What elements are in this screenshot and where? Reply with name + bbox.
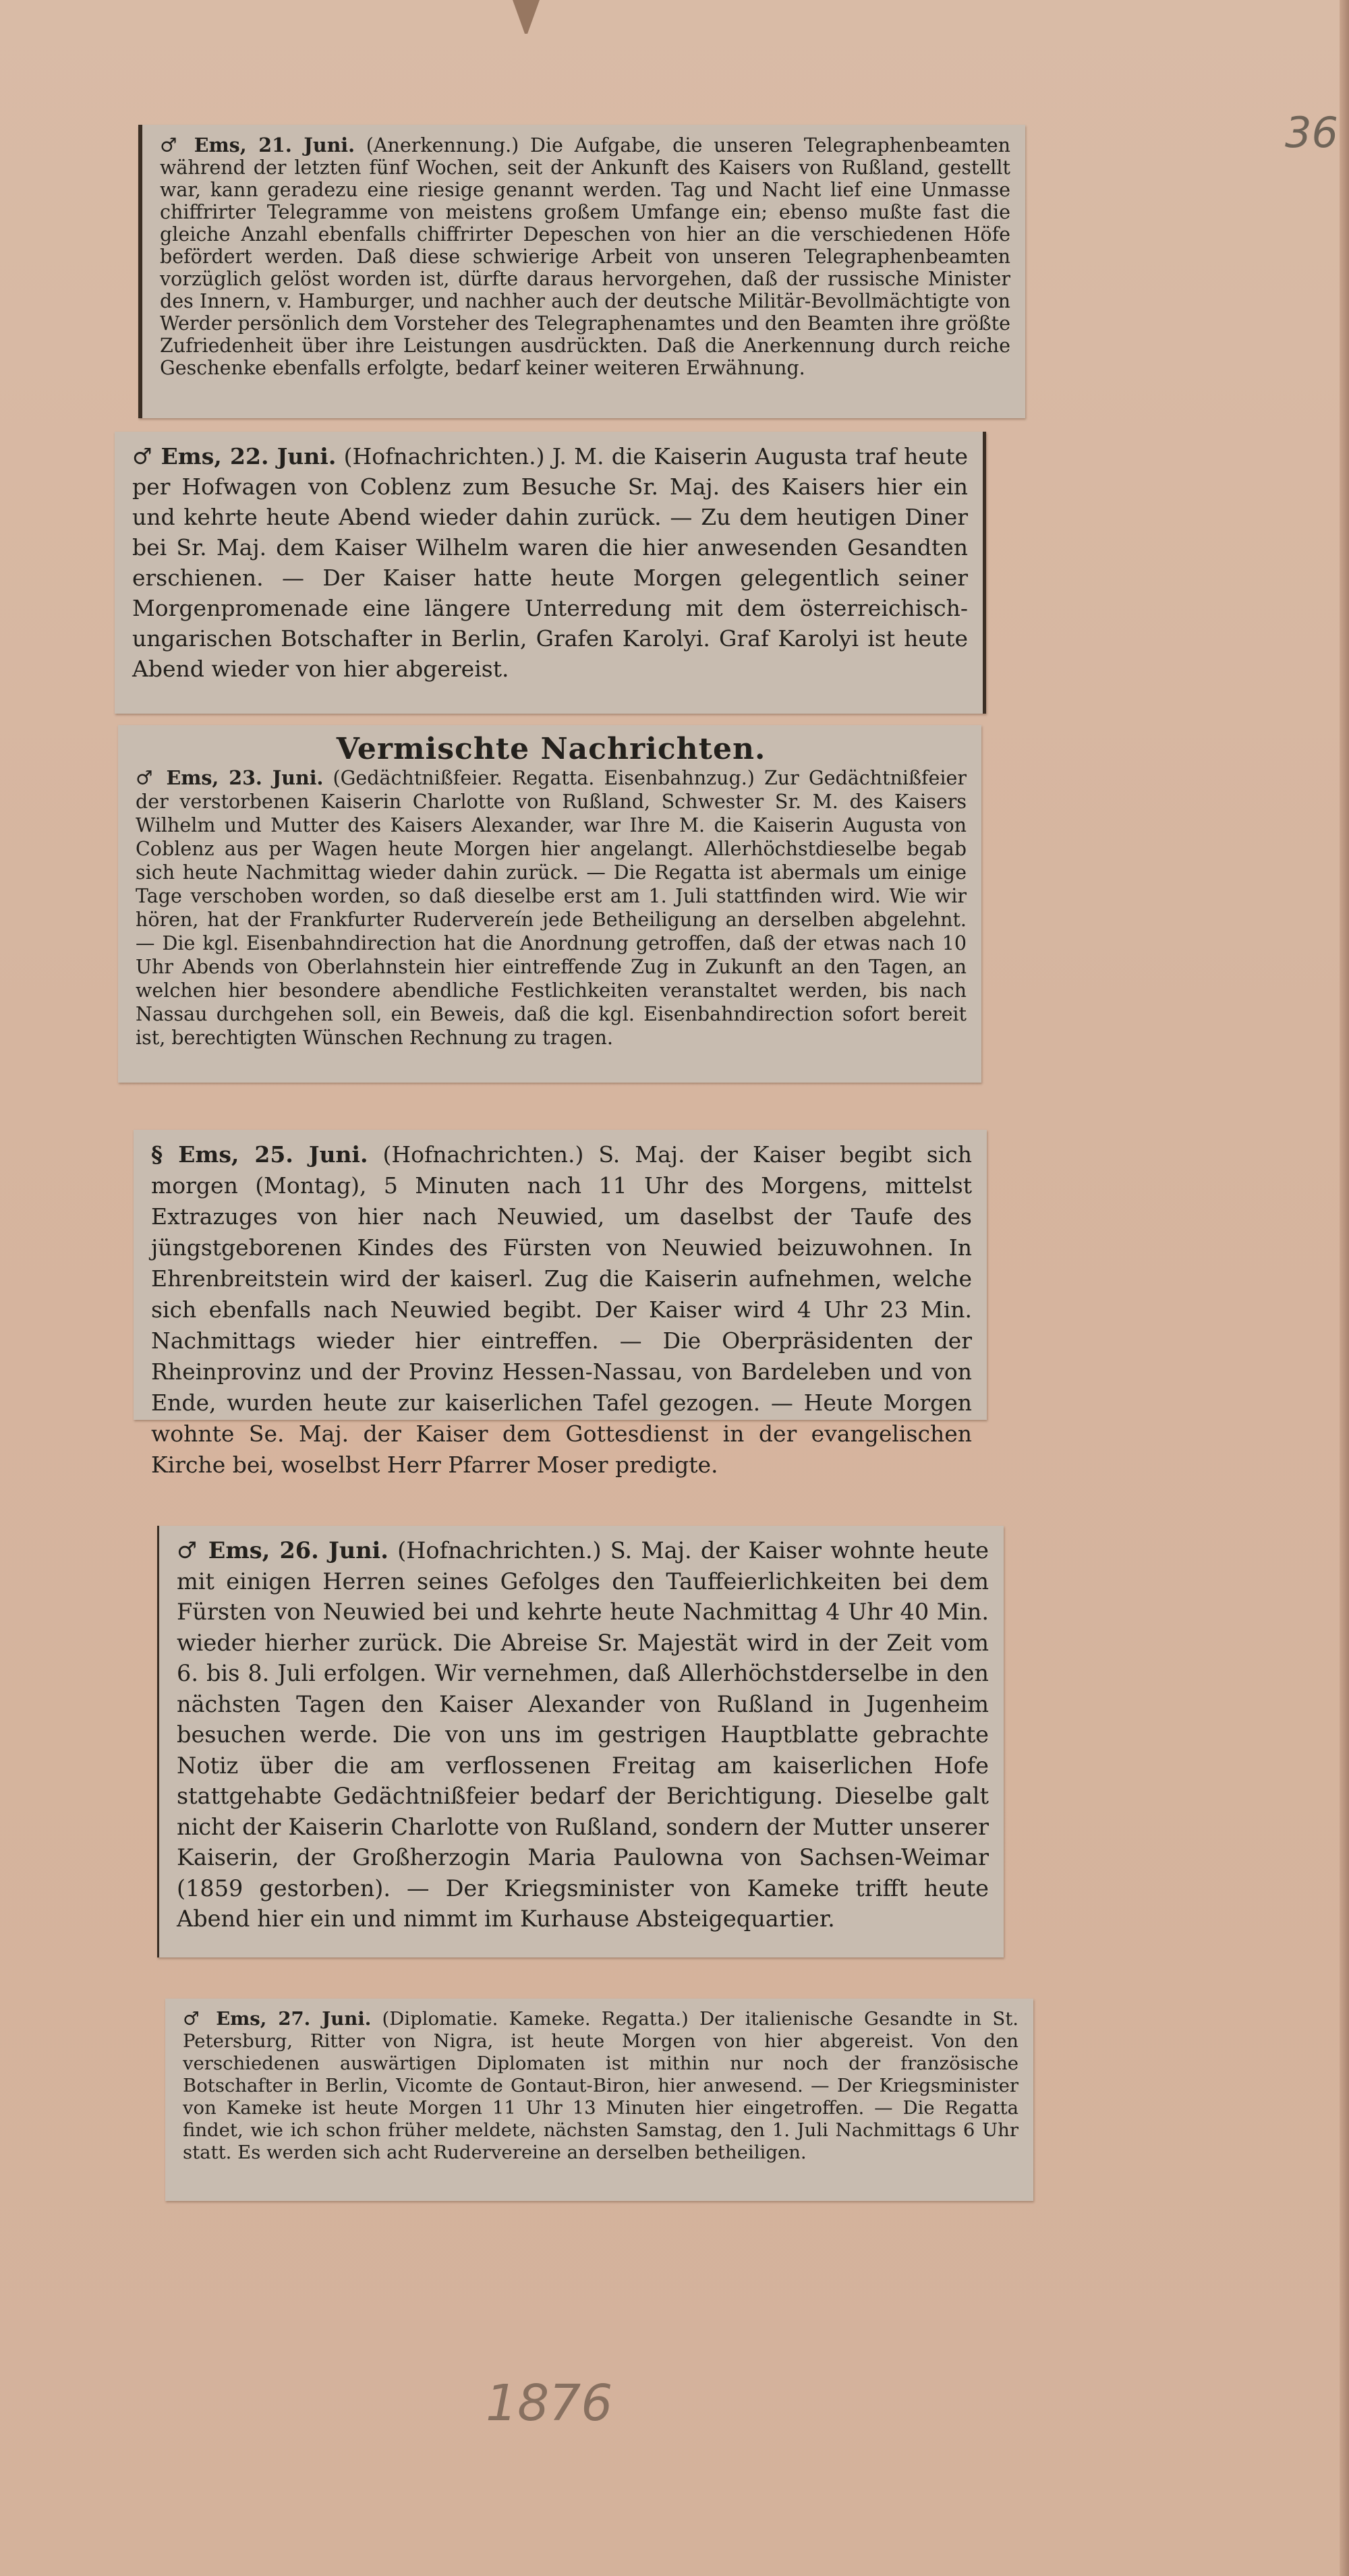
page-number: 36 <box>1285 108 1338 157</box>
clipping-3 <box>118 725 981 1083</box>
clipping-dateline: ♂ Ems, 27. Juni. <box>183 2008 372 2030</box>
clipping-2 <box>115 432 986 714</box>
clipping-4 <box>134 1130 987 1478</box>
clipping-text <box>177 1535 989 1935</box>
clipping-body: (Hofnachrichten.) S. Maj. der Kaiser begibt sich morgen (Montag), 5 Minuten nach 11 Uhr des Morgens, mittelst Extrazuges von hier nach Neuwied, um daselbst der Taufe des jüngstgeborenen Kindes des Fürsten von Neuwied beizuwohnen. In Ehrenbreitstein wird der kaiserl. Zug die Kaiserin aufnehmen, welche sich ebenfalls nach Neuwied begibt. Der Kaiser wird 4 Uhr 23 Min. Nachmittags wieder hier eintreffen. — Die Oberpräsidenten der Rheinprovinz und der Provinz Hessen-Nassau, von Bardeleben und von Ende, wurden heute zur kaiserlichen Tafel gezogen. — Heute Morgen wohnte Se. Maj. der Kaiser dem Gottesdienst in der evangelischen Kirche bei, woselbst Herr Pfarrer Moser predigte. <box>151 1141 972 1478</box>
handwritten-year: 1876 <box>486 2374 613 2432</box>
clipping-body: (Anerkennung.) Die Aufgabe, die unseren Telegraphenbeamten während der letzten fünf Wochen, seit der Ankunft des Kaisers von Rußland, gestellt war, kann geradezu eine riesige genannt werden. Tag und Nacht lief eine Unmasse chiffrirter Telegramme von meistens großem Umfange ein; ebenso mußte fast die gleiche Anzahl ebenfalls chiffrirter Depeschen von hier an die verschiedenen Höfe befördert werden. Daß diese schwierige Arbeit von unseren Telegraphenbeamten vorzüglich gelöst worden ist, dürfte daraus hervorgehen, daß der russische Minister des Innern, v. Hamburger, und nachher auch der deutsche Militär-Bevollmächtigte von Werder persönlich dem Vorsteher des Telegraphenamtes und den Beamten ihre größte Zufriedenheit über ihre Leistungen ausdrückten. Daß die Anerkennung durch reiche Geschenke ebenfalls erfolgte, bedarf keiner weiteren Erwähnung. <box>160 134 1011 379</box>
clipping-body: (Gedächtnißfeier. Regatta. Eisenbahnzug.) Zur Gedächtnißfeier der verstorbenen Kaiserin Charlotte von Rußland, Schwester Sr. M. des Kaisers Wilhelm und Mutter des Kaisers Alexander, war Ihre M. die Kaiserin Augusta von Coblenz aus per Wagen heute Morgen hier angelangt. Allerhöchstdieselbe begab sich heute Nachmittag wieder dahin zurück. — Die Regatta ist abermals um einige Tage verschoben worden, so daß dieselbe erst am 1. Juli stattfinden wird. Wie wir hören, hat der Frankfurter Rudervereín jede Betheiligung an derselben abgelehnt. — Die kgl. Eisenbahndirection hat die Anordnung getroffen, daß der etwas nach 10 Uhr Abends von Oberlahnstein hier eintreffende Zug in Zukunft an den Tagen, an welchen hier besondere abendliche Festlichkeiten veranstaltet werden, bis nach Nassau durchgehen soll, ein Beweis, daß die kgl. Eisenbahndirection sofort bereit ist, berechtigten Wünschen Rechnung zu tragen. <box>136 767 967 1049</box>
page-edge <box>1340 0 1349 2576</box>
clipping-text <box>151 1139 972 1481</box>
clipping-dateline: ♂ Ems, 23. Juni. <box>136 766 324 789</box>
clipping-1 <box>138 125 1025 418</box>
clipping-heading: Vermischte Nachrichten. <box>336 732 766 766</box>
clipping-6 <box>165 1999 1033 2201</box>
clipping-5 <box>157 1526 1004 1957</box>
clipping-text <box>183 2008 1018 2164</box>
clipping-body: (Diplomatie. Kameke. Regatta.) Der italienische Gesandte in St. Petersburg, Ritter von Nigra, ist heute Morgen von hier abgereist. Von den verschiedenen auswärtigen Diplomaten ist mithin nur noch der französische Botschafter in Berlin, Vicomte de Gontaut-Biron, hier anwesend. — Der Kriegsminister von Kameke ist heute Morgen 11 Uhr 13 Minuten hier eingetroffen. — Die Regatta findet, wie ich schon früher meldete, nächsten Samstag, den 1. Juli Nachmittags 6 Uhr statt. Es werden sich acht Rudervereine an derselben betheiligen. <box>183 2008 1018 2163</box>
clipping-dateline: ♂ Ems, 21. Juni. <box>160 134 355 156</box>
clipping-dateline: ♂ Ems, 22. Juni. <box>132 443 337 469</box>
clipping-text <box>132 441 968 684</box>
clipping-text <box>160 134 1010 379</box>
clipping-dateline: § Ems, 25. Juni. <box>151 1141 368 1168</box>
clipping-text <box>136 766 967 1050</box>
clipping-dateline: ♂ Ems, 26. Juni. <box>177 1537 389 1564</box>
clipping-body: (Hofnachrichten.) J. M. die Kaiserin Augusta traf heute per Hofwagen von Coblenz zum Besuche Sr. Maj. des Kaisers hier ein und kehrte heute Abend wieder dahin zurück. — Zu dem heutigen Diner bei Sr. Maj. dem Kaiser Wilhelm waren die hier anwesenden Gesandten erschienen. — Der Kaiser hatte heute Morgen gelegentlich seiner Morgenpromenade eine längere Unterredung mit dem österreichisch-ungarischen Botschafter in Berlin, Grafen Karolyi. Graf Karolyi ist heute Abend wieder von hier abgereist. <box>132 443 968 682</box>
clipping-body: (Hofnachrichten.) S. Maj. der Kaiser wohnte heute mit einigen Herren seines Gefolges den Tauffeierlichkeiten bei dem Fürsten von Neuwied bei und kehrte heute Nachmittag 4 Uhr 40 Min. wieder hierher zurück. Die Abreise Sr. Majestät wird in der Zeit vom 6. bis 8. Juli erfolgen. Wir vernehmen, daß Allerhöchstderselbe in den nächsten Tagen den Kaiser Alexander von Rußland in Jugenheim besuchen werde. Die von uns im gestrigen Hauptblatte gebrachte Notiz über die am verflossenen Freitag am kaiserlichen Hofe stattgehabte Gedächtnißfeier bedarf der Berichtigung. Dieselbe galt nicht der Kaiserin Charlotte von Rußland, sondern der Mutter unserer Kaiserin, der Großherzogin Maria Paulowna von Sachsen-Weimar (1859 gestorben). — Der Kriegsminister von Kameke trifft heute Abend hier ein und nimmt im Kurhause Absteigequartier. <box>177 1537 989 1932</box>
page-tear <box>513 0 540 34</box>
